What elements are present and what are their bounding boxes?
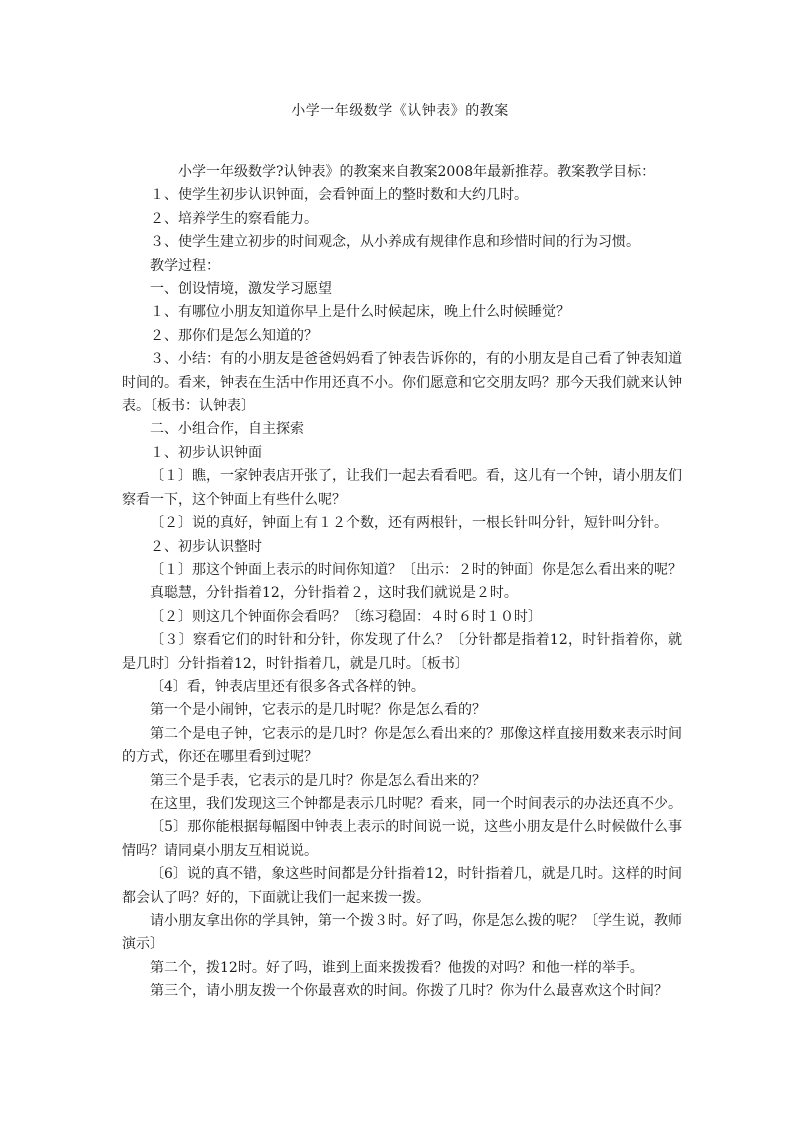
paragraph-section-1-heading: 一、创设情境，激发学习愿望 [150,281,332,298]
paragraph-item: 〔２〕则这几个钟面你会看吗？〔练习稳固：４时６时１０时〕 [150,608,542,625]
paragraph-summary: ３、小结：有的小朋友是爸爸妈妈看了钟表告诉你的，有的小朋友是自己看了钟表知道时间的。看来，钟表在生活中作用还真不小。你们愿意和它交朋友吗？那今天我们就来认钟表。〔板书：认钟表〕 [122,351,682,415]
paragraph-item: 请小朋友拿出你的学具钟，第一个拨３时。好了吗，你是怎么拨的呢？〔学生说，教师演示〕 [122,913,682,953]
paragraph-subsection-2-heading: ２、初步认识整时 [150,538,262,555]
document-title: 小学一年级数学《认钟表》的教案 [291,103,509,119]
paragraph-question-2: ２、那你们是怎么知道的？ [150,327,318,344]
paragraph-objective-3: ３、使学生建立初步的时间观念，从小养成有规律作息和珍惜时间的行为习惯。 [150,234,640,251]
paragraph-section-2-heading: 二、小组合作，自主探索 [150,421,304,438]
paragraph-intro: 小学一年级数学?认钟表》的教案来自教案2008年最新推荐。教案教学目标： [178,164,656,180]
paragraph-item: 〔２〕说的真好，钟面上有１２个数，还有两根针，一根长针叫分针，短针叫分针。 [150,515,668,532]
paragraph-item: 〔３〕察看它们的时针和分针，你发现了什么？〔分针都是指着12，时针指着你，就是几时〕分针指着12，时针指着几，就是几时。〔板书〕 [122,632,682,672]
paragraph-item: 第二个，拨12时。好了吗，谁到上面来拨拨看？他拨的对吗？和他一样的举手。 [150,959,644,976]
paragraph-item: 第一个是小闹钟，它表示的是几时呢？你是怎么看的？ [150,702,486,719]
paragraph-objective-1: １、使学生初步认识钟面，会看钟面上的整时数和大约几时。 [150,187,528,204]
paragraph-item: 第三个是手表，它表示的是几时？你是怎么看出来的？ [150,772,486,789]
paragraph-item: 第三个，请小朋友拨一个你最喜欢的时间。你拨了几时？你为什么最喜欢这个时间？ [150,983,668,1000]
paragraph-item: 第二个是电子钟，它表示的是几时？你是怎么看出来的？那像这样直接用数来表示时间的方式，你还在哪里看到过呢？ [122,725,682,766]
paragraph-subsection-1-heading: １、初步认识钟面 [150,444,262,461]
paragraph-item: 在这里，我们发现这三个钟都是表示几时呢？看来，同一个时间表示的办法还真不少。 [150,795,682,812]
document-body [122,161,682,1004]
paragraph-item: 〔6〕说的真不错，象这些时间都是分针指着12，时针指着几，就是几时。这样的时间都会认了吗？好的，下面就让我们一起来拨一拨。 [122,866,682,906]
paragraph-question-1: １、有哪位小朋友知道你早上是什么时候起床，晚上什么时候睡觉？ [150,304,570,321]
paragraph-item: 〔5〕那你能根据每幅图中钟表上表示的时间说一说，这些小朋友是什么时候做什么事情吗？请同桌小朋友互相说说。 [122,819,682,859]
paragraph-objective-2: ２、培养学生的察看能力。 [150,210,318,227]
paragraph-item: 〔１〕那这个钟面上表示的时间你知道？〔出示：２时的钟面〕你是怎么看出来的呢？ [150,561,682,578]
paragraph-item: 〔１〕瞧，一家钟表店开张了，让我们一起去看看吧。看，这儿有一个钟，请小朋友们察看一下，这个钟面上有些什么呢？ [122,468,682,508]
paragraph-process-heading: 教学过程： [150,257,220,274]
paragraph-item: 〔4〕看，钟表店里还有很多各式各样的钟。 [150,678,425,695]
paragraph-item: 真聪慧，分针指着12，分针指着２，这时我们就说是２时。 [150,585,518,602]
